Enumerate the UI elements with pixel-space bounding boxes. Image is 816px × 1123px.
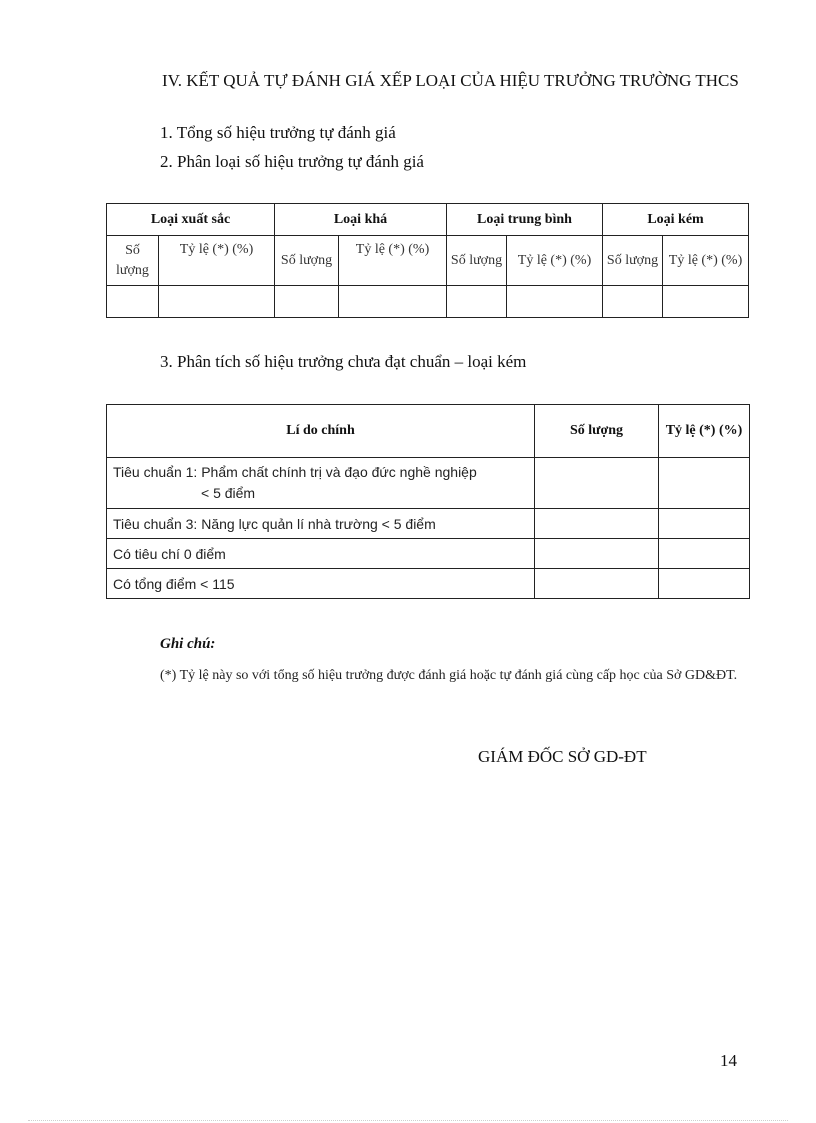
subheader-ratio: Tỷ lệ (*) (%) [507, 236, 603, 286]
table-cell [659, 569, 750, 599]
subheader-ratio: Tỷ lệ (*) (%) [663, 236, 749, 286]
header-count: Số lượng [535, 405, 659, 458]
signature-title: GIÁM ĐỐC SỞ GD-ĐT [478, 747, 647, 766]
table-cell [275, 286, 339, 318]
table-row [107, 569, 750, 599]
reason-text: < 5 điểm [201, 485, 256, 501]
reason-text: Tiêu chuẩn 3: Năng lực quản lí nhà trường < 5 điểm [107, 509, 535, 539]
header-excellent: Loại xuất sắc [107, 204, 275, 236]
header-average: Loại trung bình [447, 204, 603, 236]
table-cell [507, 286, 603, 318]
table-cell [159, 286, 275, 318]
subheader-count: Số lượng [447, 236, 507, 286]
analysis-table [106, 404, 750, 599]
table-cell [535, 539, 659, 569]
page-number: 14 [720, 1051, 737, 1070]
table-cell [603, 286, 663, 318]
table-row [107, 509, 750, 539]
table-cell [339, 286, 447, 318]
reason-text: Tiêu chuẩn 1: Phẩm chất chính trị và đạo đức nghề nghiệp [113, 464, 477, 480]
note-title: Ghi chú: [160, 636, 216, 652]
header-reason: Lí do chính [107, 405, 535, 458]
table-row [107, 458, 750, 509]
table-cell [659, 509, 750, 539]
item-classification: 2. Phân loại số hiệu trưởng tự đánh giá [160, 152, 424, 171]
table-row [107, 539, 750, 569]
table-cell [663, 286, 749, 318]
section-heading: IV. KẾT QUẢ TỰ ĐÁNH GIÁ XẾP LOẠI CỦA HIỆU TRƯỞNG TRƯỜNG THCS [162, 71, 739, 90]
table-cell [535, 509, 659, 539]
table-cell [659, 539, 750, 569]
table-cell [107, 286, 159, 318]
table-cell [535, 458, 659, 509]
item-analysis: 3. Phân tích số hiệu trưởng chưa đạt chuẩn – loại kém [160, 352, 527, 371]
header-ratio: Tỷ lệ (*) (%) [659, 405, 750, 458]
subheader-count: Số lượng [603, 236, 663, 286]
subheader-ratio: Tỷ lệ (*) (%) [339, 236, 447, 286]
table-cell [659, 458, 750, 509]
page-divider [28, 1120, 788, 1121]
reason-text: Có tổng điểm < 115 [107, 569, 535, 599]
reason-text: Có tiêu chí 0 điểm [107, 539, 535, 569]
subheader-count: Số lượng [107, 236, 159, 286]
classification-table [106, 203, 749, 318]
header-poor: Loại kém [603, 204, 749, 236]
note-text: (*) Tỷ lệ này so với tổng số hiệu trưởng được đánh giá hoặc tự đánh giá cùng cấp học của Sở GD&ĐT. [160, 668, 738, 683]
table-cell [447, 286, 507, 318]
item-total: 1. Tổng số hiệu trưởng tự đánh giá [160, 123, 396, 142]
subheader-ratio: Tỷ lệ (*) (%) [159, 236, 275, 286]
subheader-count: Số lượng [275, 236, 339, 286]
table-cell [535, 569, 659, 599]
header-good: Loại khá [275, 204, 447, 236]
reason-cell [107, 458, 535, 509]
